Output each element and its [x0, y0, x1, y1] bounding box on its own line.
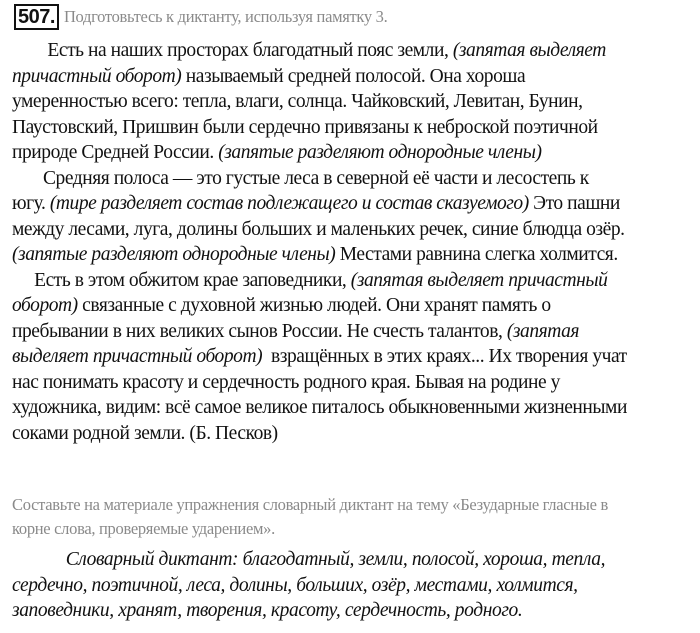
text-line [12, 395, 696, 421]
second-task [12, 493, 692, 541]
body-text: Средняя полоса — это густые леса в северной её части и лесостепь к [12, 167, 589, 189]
annotation-text: (тире разделяет состав подлежащего и состав сказуемого) [49, 193, 529, 214]
dictation-line: Словарный диктант: благодатный, земли, полосой, хороша, тепла, [12, 549, 606, 570]
text-line [12, 115, 696, 141]
annotation-text: (запятая выделяет причастный [350, 269, 608, 291]
body-text: нас понимать красоту и сердечность родного края. Бывая на родине у [12, 371, 560, 393]
text-line [12, 64, 696, 90]
body-text: связанные с духовной жизнью людей. Они хранят память о [77, 295, 551, 316]
second-task-line: корне слова, проверяемые ударением». [12, 519, 275, 538]
second-task-line: Составьте на материале упражнения словарный диктант на тему «Безударные гласные в [12, 495, 608, 514]
body-text: Местами равнина слегка холмится. [335, 244, 618, 265]
annotation-text: (запятая выделяет [452, 40, 606, 61]
text-line [12, 89, 696, 115]
body-text: Есть на наших просторах благодатный пояс земли, [12, 40, 453, 61]
body-text: югу. [12, 193, 50, 214]
text-line [12, 370, 696, 396]
annotation-text: (запятая [506, 320, 580, 342]
text-line [12, 268, 696, 294]
body-text: природе Средней России. [12, 142, 219, 163]
exercise-header [14, 4, 387, 30]
text-line [12, 166, 696, 192]
text-line [12, 191, 696, 217]
dictation-line: заповедники, хранят, творения, красоту, сердечность, родного. [12, 600, 523, 621]
body-text: Это пашни [528, 193, 620, 214]
body-text: Паустовский, Пришвин были сердечно привязаны к неброской поэтичной [12, 116, 598, 138]
body-text: Есть в этом обжитом крае заповедники, [12, 269, 351, 291]
text-line [12, 242, 696, 268]
body-text: соками родной земли. (Б. Песков) [12, 422, 278, 444]
text-line [12, 38, 696, 64]
exercise-instruction: Подготовьтесь к диктанту, используя памятку 3. [63, 7, 388, 26]
text-line [12, 217, 696, 243]
exercise-number: 507. [14, 4, 59, 30]
dictation-line: сердечно, поэтичной, леса, долины, больших, озёр, местами, холмится, [12, 574, 578, 596]
annotation-text: (запятые разделяют однородные члены) [12, 244, 336, 265]
text-line [12, 319, 696, 345]
annotation-text: (запятые разделяют однородные члены) [218, 142, 542, 163]
text-line [12, 344, 696, 370]
body-text: художника, видим: всё самое великое питалось обыкновенными жизненными [12, 397, 627, 418]
annotation-text: оборот) [12, 295, 78, 316]
annotation-text: причастный оборот) [12, 65, 182, 87]
body-text: взращённых в этих краях... Их творения учат [262, 346, 627, 367]
main-text [12, 38, 696, 446]
body-text: между лесами, луга, долины больших и маленьких речек, синие блюдца озёр. [12, 218, 625, 240]
text-line [12, 421, 696, 447]
body-text: пребывании в них великих сынов России. Не счесть талантов, [12, 320, 507, 342]
annotation-text: выделяет причастный оборот) [12, 346, 263, 367]
text-line [12, 293, 696, 319]
body-text: умеренностью всего: тепла, влаги, солнца. Чайковский, Левитан, Бунин, [12, 91, 583, 112]
vocabulary-dictation [12, 547, 605, 624]
text-line [12, 140, 696, 166]
body-text: называемый средней полосой. Она хороша [181, 65, 526, 87]
